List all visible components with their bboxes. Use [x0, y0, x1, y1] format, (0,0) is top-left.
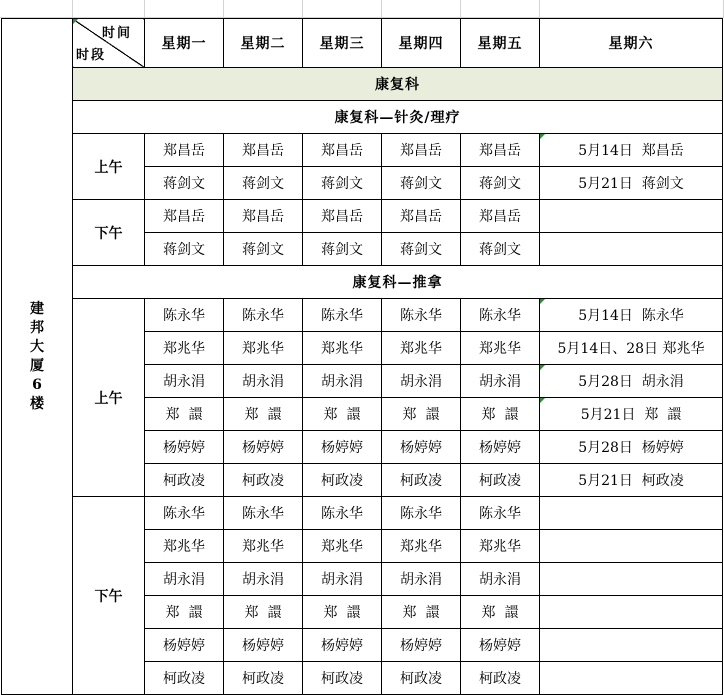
saturday-cell[interactable]: 5月14日 郑昌岳	[540, 134, 723, 167]
doctor-cell[interactable]: 柯政凌	[224, 662, 303, 695]
doctor-cell[interactable]: 郑昌岳	[145, 134, 224, 167]
comment-marker	[540, 398, 545, 403]
header-row	[2, 19, 723, 68]
doctor-cell[interactable]: 郑兆华	[303, 530, 382, 563]
day-header: 星期二	[224, 19, 303, 68]
doctor-cell[interactable]: 杨婷婷	[382, 629, 461, 662]
column-header-cell[interactable]	[539, 0, 724, 18]
period-label: 下午	[73, 200, 145, 266]
day-header: 星期一	[145, 19, 224, 68]
comment-marker	[540, 134, 545, 139]
table-row	[2, 299, 723, 332]
doctor-cell[interactable]: 郑昌岳	[303, 134, 382, 167]
doctor-cell[interactable]: 杨婷婷	[224, 431, 303, 464]
doctor-cell[interactable]: 陈永华	[145, 497, 224, 530]
saturday-cell[interactable]	[540, 233, 723, 266]
doctor-cell[interactable]: 郑昌岳	[303, 200, 382, 233]
doctor-cell[interactable]: 杨婷婷	[303, 431, 382, 464]
comment-marker	[540, 299, 545, 304]
doctor-cell[interactable]: 胡永涓	[303, 563, 382, 596]
doctor-cell[interactable]: 郑 譞	[461, 596, 540, 629]
saturday-cell[interactable]	[540, 563, 723, 596]
doctor-cell[interactable]: 柯政凌	[303, 662, 382, 695]
doctor-cell[interactable]: 胡永涓	[303, 365, 382, 398]
doctor-cell[interactable]: 郑兆华	[145, 332, 224, 365]
doctor-cell[interactable]: 郑 譞	[303, 398, 382, 431]
doctor-cell[interactable]: 胡永涓	[145, 563, 224, 596]
doctor-cell[interactable]: 柯政凌	[382, 662, 461, 695]
doctor-cell[interactable]: 杨婷婷	[303, 629, 382, 662]
doctor-cell[interactable]: 柯政凌	[382, 464, 461, 497]
doctor-cell[interactable]: 柯政凌	[145, 464, 224, 497]
day-header: 星期三	[303, 19, 382, 68]
doctor-cell[interactable]: 郑 譞	[461, 398, 540, 431]
doctor-cell[interactable]: 蒋剑文	[461, 233, 540, 266]
doctor-cell[interactable]: 郑昌岳	[461, 200, 540, 233]
doctor-cell[interactable]: 蒋剑文	[145, 233, 224, 266]
column-header-cell[interactable]	[460, 0, 540, 18]
doctor-cell[interactable]: 蒋剑文	[224, 233, 303, 266]
saturday-cell[interactable]	[540, 662, 723, 695]
doctor-cell[interactable]: 郑昌岳	[382, 134, 461, 167]
doctor-cell[interactable]: 胡永涓	[461, 563, 540, 596]
building-label: 建 邦 大 厦 6 楼	[30, 300, 44, 412]
corner-time-label: 时间	[101, 26, 132, 41]
doctor-cell[interactable]: 柯政凌	[461, 464, 540, 497]
building-cell	[2, 19, 73, 695]
doctor-cell[interactable]: 杨婷婷	[145, 431, 224, 464]
doctor-cell[interactable]: 陈永华	[303, 497, 382, 530]
spreadsheet-header-strip	[0, 0, 724, 18]
doctor-cell[interactable]: 胡永涓	[382, 563, 461, 596]
doctor-cell[interactable]: 郑昌岳	[382, 200, 461, 233]
column-header-cell[interactable]	[302, 0, 382, 18]
doctor-cell[interactable]: 胡永涓	[224, 563, 303, 596]
doctor-cell[interactable]: 杨婷婷	[461, 431, 540, 464]
saturday-cell[interactable]	[540, 497, 723, 530]
doctor-cell[interactable]: 陈永华	[461, 299, 540, 332]
doctor-cell[interactable]: 陈永华	[145, 299, 224, 332]
corner-period-label: 时段	[76, 48, 107, 63]
doctor-cell[interactable]: 蒋剑文	[145, 167, 224, 200]
period-label: 上午	[73, 299, 145, 497]
doctor-cell[interactable]: 郑兆华	[224, 530, 303, 563]
doctor-cell[interactable]: 郑昌岳	[461, 134, 540, 167]
table-row	[2, 200, 723, 233]
doctor-cell[interactable]: 陈永华	[461, 497, 540, 530]
section-title: 康复科—推拿	[73, 266, 723, 299]
day-header: 星期四	[382, 19, 461, 68]
doctor-cell[interactable]: 胡永涓	[224, 365, 303, 398]
doctor-cell[interactable]: 郑 譞	[145, 398, 224, 431]
doctor-cell[interactable]: 胡永涓	[145, 365, 224, 398]
saturday-cell[interactable]: 5月14日、28日 郑兆华	[540, 332, 723, 365]
doctor-cell[interactable]: 郑兆华	[461, 332, 540, 365]
doctor-cell[interactable]: 陈永华	[382, 497, 461, 530]
doctor-cell[interactable]: 郑 譞	[224, 596, 303, 629]
department-row	[2, 68, 723, 101]
column-header-cell[interactable]	[72, 0, 145, 18]
section-title: 康复科—针灸/理疗	[73, 101, 723, 134]
saturday-cell[interactable]: 5月14日 陈永华	[540, 299, 723, 332]
doctor-cell[interactable]: 杨婷婷	[382, 431, 461, 464]
saturday-cell[interactable]	[540, 200, 723, 233]
doctor-cell[interactable]: 陈永华	[224, 299, 303, 332]
doctor-cell[interactable]: 郑兆华	[382, 332, 461, 365]
doctor-cell[interactable]: 郑昌岳	[224, 134, 303, 167]
saturday-cell[interactable]	[540, 596, 723, 629]
saturday-cell[interactable]: 5月21日 郑 譞	[540, 398, 723, 431]
doctor-cell[interactable]: 杨婷婷	[145, 629, 224, 662]
doctor-cell[interactable]: 陈永华	[303, 299, 382, 332]
day-header: 星期六	[540, 19, 723, 68]
department-band: 康复科	[73, 68, 723, 101]
doctor-cell[interactable]: 陈永华	[382, 299, 461, 332]
doctor-cell[interactable]: 柯政凌	[461, 662, 540, 695]
doctor-cell[interactable]: 胡永涓	[382, 365, 461, 398]
doctor-cell[interactable]: 杨婷婷	[461, 629, 540, 662]
doctor-cell[interactable]: 郑 譞	[382, 398, 461, 431]
doctor-cell[interactable]: 蒋剑文	[224, 167, 303, 200]
doctor-cell[interactable]: 蒋剑文	[303, 233, 382, 266]
doctor-cell[interactable]: 郑兆华	[224, 332, 303, 365]
table-row	[2, 497, 723, 530]
doctor-cell[interactable]: 陈永华	[224, 497, 303, 530]
saturday-cell[interactable]: 5月21日 蒋剑文	[540, 167, 723, 200]
column-header-cell[interactable]	[223, 0, 303, 18]
column-header-cell[interactable]	[144, 0, 224, 18]
doctor-cell[interactable]: 郑 譞	[145, 596, 224, 629]
doctor-cell[interactable]: 郑兆华	[145, 530, 224, 563]
saturday-cell[interactable]	[540, 530, 723, 563]
doctor-cell[interactable]: 郑兆华	[461, 530, 540, 563]
doctor-cell[interactable]: 蒋剑文	[303, 167, 382, 200]
doctor-cell[interactable]: 柯政凌	[145, 662, 224, 695]
saturday-cell[interactable]: 5月28日 胡永涓	[540, 365, 723, 398]
day-header: 星期五	[461, 19, 540, 68]
column-header-cell[interactable]	[381, 0, 461, 18]
doctor-cell[interactable]: 郑 譞	[303, 596, 382, 629]
doctor-cell[interactable]: 郑昌岳	[145, 200, 224, 233]
doctor-cell[interactable]: 柯政凌	[303, 464, 382, 497]
doctor-cell[interactable]: 郑 譞	[382, 596, 461, 629]
doctor-cell[interactable]: 郑兆华	[382, 530, 461, 563]
schedule-table	[1, 18, 723, 695]
doctor-cell[interactable]: 蒋剑文	[382, 167, 461, 200]
saturday-cell[interactable]: 5月28日 杨婷婷	[540, 431, 723, 464]
doctor-cell[interactable]: 郑兆华	[303, 332, 382, 365]
doctor-cell[interactable]: 蒋剑文	[461, 167, 540, 200]
comment-marker	[540, 365, 545, 370]
period-label: 上午	[73, 134, 145, 200]
doctor-cell[interactable]: 郑 譞	[224, 398, 303, 431]
section-title-row	[2, 101, 723, 134]
doctor-cell[interactable]: 柯政凌	[224, 464, 303, 497]
doctor-cell[interactable]: 胡永涓	[461, 365, 540, 398]
time-period-corner-cell	[73, 19, 145, 68]
period-label: 下午	[73, 497, 145, 695]
doctor-cell[interactable]: 郑昌岳	[224, 200, 303, 233]
comment-marker	[73, 19, 78, 24]
column-header-cell[interactable]	[0, 0, 73, 18]
doctor-cell[interactable]: 蒋剑文	[382, 233, 461, 266]
table-row	[2, 134, 723, 167]
saturday-cell[interactable]	[540, 629, 723, 662]
section-title-row	[2, 266, 723, 299]
doctor-cell[interactable]: 杨婷婷	[224, 629, 303, 662]
saturday-cell[interactable]: 5月21日 柯政凌	[540, 464, 723, 497]
